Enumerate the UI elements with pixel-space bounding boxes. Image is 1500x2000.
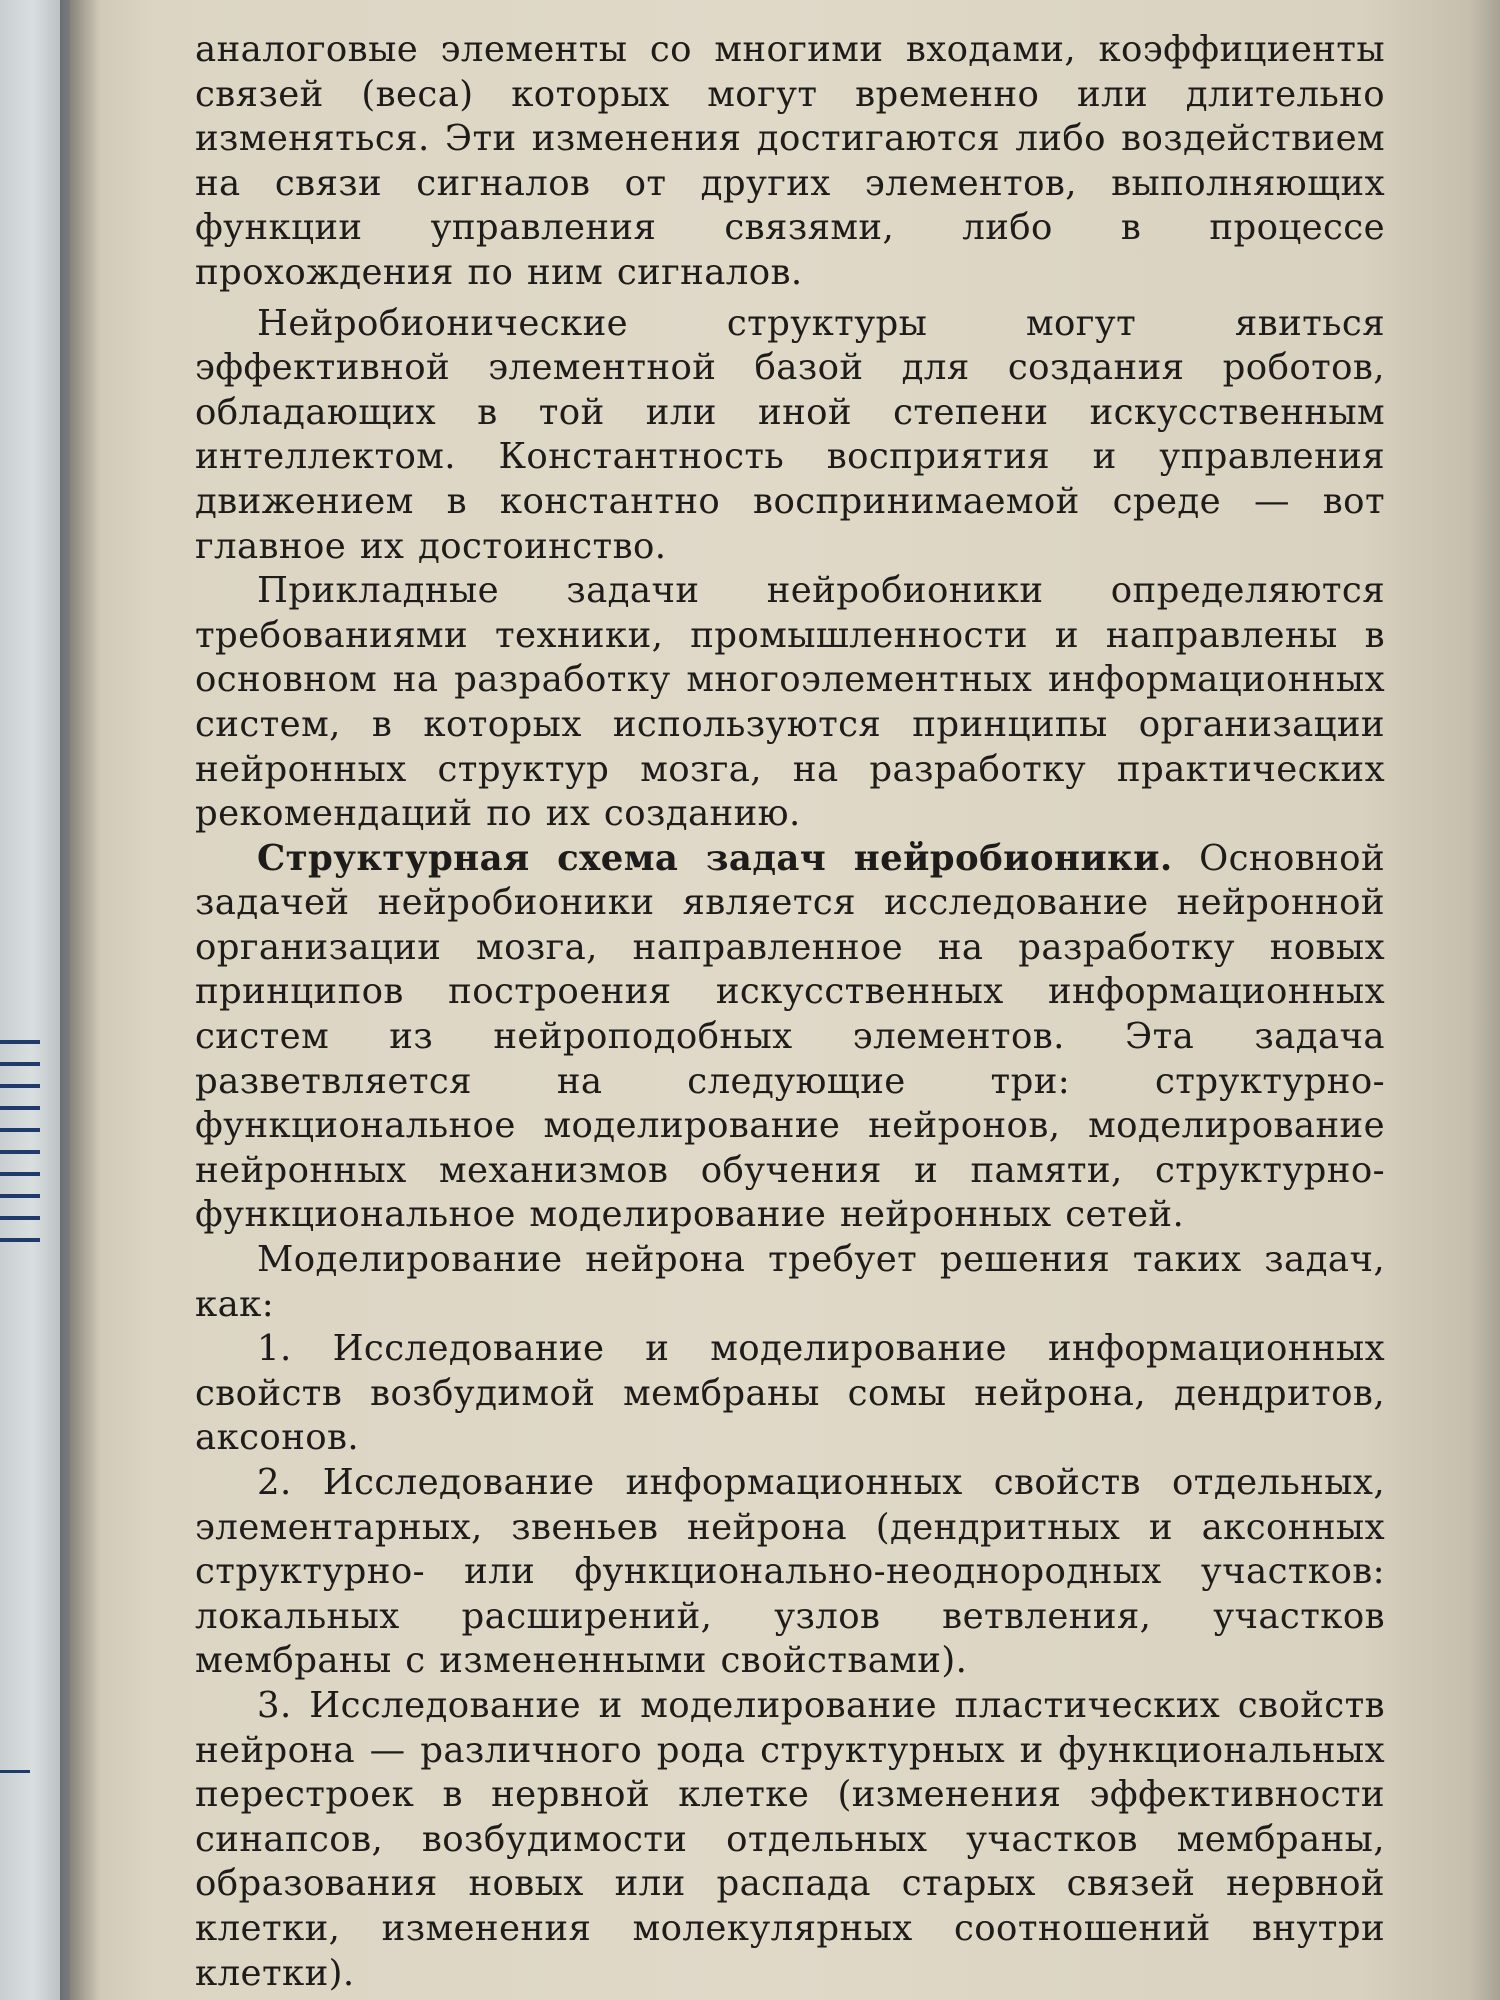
cover-stripes xyxy=(0,1040,40,1260)
list-item-3: 3. Исследование и моделирование пластических свойств нейрона — различного рода структурных и функциональных перестроек в нервной клетке (изменения эффективности синапсов, возбудимости отдельных участков мембраны, образования новых или распада старых связей нервной клетки, изменения молекулярных соотношений внутри клетки). xyxy=(195,1684,1385,1994)
list-item-2: 2. Исследование информационных свойств отдельных, элементарных, звеньев нейрона (дендритных и аксонных структурно- или функционально-неоднородных участков: локальных расширений, узлов ветвления, участков мембраны с измененными свойствами). xyxy=(195,1462,1385,1682)
paragraph-4-body: Основной задачей нейробионики является исследование нейронной организации мозга, направленное на разработку новых принципов построения искусственных информационных систем из нейроподобных элементов. Эта задача разветвляется на следующие три: структурно-функциональное моделирование нейронов, моделирование нейронных механизмов обучения и памяти, структурно-функциональное моделирование нейронных сетей. xyxy=(195,837,1385,1236)
cover-stripe-lower xyxy=(0,1770,30,1773)
paragraph-3: Прикладные задачи нейробионики определяются требованиями техники, промышленности и направлены в основном на разработку многоэлементных информационных систем, в которых используются принципы организации нейронных структур мозга, на разработку практических рекомендаций по их созданию. xyxy=(195,570,1385,835)
paragraph-2: Нейробионические структуры могут явиться эффективной элементной базой для создания роботов, обладающих в той или иной степени искусственным интеллектом. Константность восприятия и управления движением в константно воспринимаемой среде — вот главное их достоинство. xyxy=(195,302,1385,567)
list-item-1: 1. Исследование и моделирование информационных свойств возбудимой мембраны сомы нейрона, дендритов, аксонов. xyxy=(195,1328,1385,1459)
book-page xyxy=(70,0,1470,2000)
paragraph-5: Моделирование нейрона требует решения таких задач, как: xyxy=(195,1239,1385,1325)
page-text xyxy=(195,28,1385,1996)
section-heading: Структурная схема задач нейробионики. xyxy=(257,837,1173,879)
paragraph-4 xyxy=(195,837,1385,1238)
paragraph-1: аналоговые элементы со многими входами, коэффициенты связей (веса) которых могут временно или длительно изменяться. Эти изменения достигаются либо воздействием на связи сигналов от других элементов, выполняющих функции управления связями, либо в процессе прохождения по ним сигналов. xyxy=(195,29,1385,293)
spine-shadow xyxy=(60,0,100,2000)
